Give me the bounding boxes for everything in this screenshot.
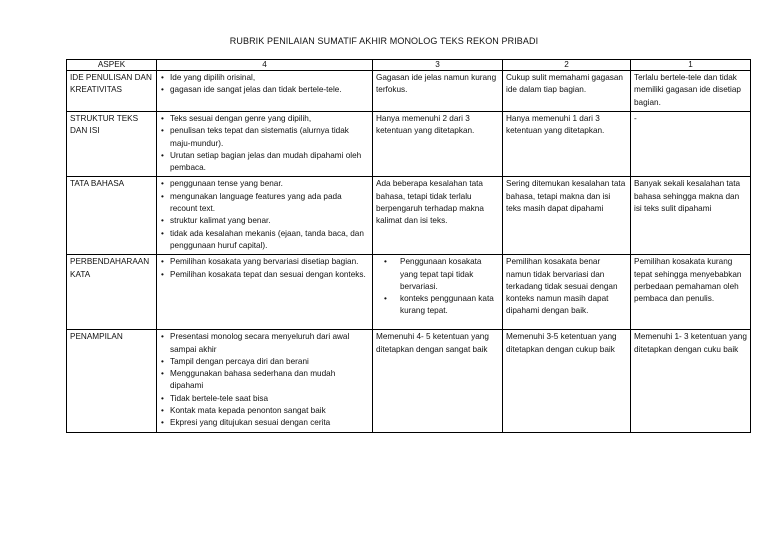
header-score-3: 3: [373, 60, 503, 71]
criteria-item: • penggunaan tense yang benar.: [160, 178, 369, 190]
criteria-item: • Tampil dengan percaya diri dan berani: [160, 356, 369, 368]
criteria-2-cell: Pemilihan kosakata benar namun tidak bervariasi dan terkadang tidak sesuai dengan konteks namun masih dapat dipahami dengan baik.: [503, 255, 631, 330]
criteria-item: • Menggunakan bahasa sederhana dan mudah dipahami: [160, 368, 369, 393]
criteria-item: • Tidak bertele-tele saat bisa: [160, 393, 369, 405]
criteria-4-cell: [157, 71, 373, 112]
criteria-item: • Presentasi monolog secara menyeluruh dari awal sampai akhir: [160, 331, 369, 356]
criteria-item: • konteks penggunaan kata kurang tepat.: [376, 293, 499, 318]
criteria-item: • Kontak mata kepada penonton sangat baik: [160, 405, 369, 417]
criteria-2-cell: Memenuhi 3-5 ketentuan yang ditetapkan dengan cukup baik: [503, 330, 631, 433]
criteria-4-cell: [157, 255, 373, 330]
header-score-2: 2: [503, 60, 631, 71]
criteria-1-cell: Banyak sekali kesalahan tata bahasa sehingga makna dan isi teks sulit dipahami: [631, 177, 751, 255]
criteria-4-cell: [157, 330, 373, 433]
header-score-4: 4: [157, 60, 373, 71]
criteria-item: • Teks sesuai dengan genre yang dipilih,: [160, 113, 369, 125]
criteria-3-cell: Gagasan ide jelas namun kurang terfokus.: [373, 71, 503, 112]
table-row: [67, 177, 751, 255]
criteria-3-cell: Hanya memenuhi 2 dari 3 ketentuan yang ditetapkan.: [373, 112, 503, 177]
table-row: [67, 71, 751, 112]
criteria-list: [160, 331, 369, 429]
aspek-cell: PERBENDAHARAAN KATA: [67, 255, 157, 330]
criteria-list: [160, 113, 369, 174]
criteria-1-cell: -: [631, 112, 751, 177]
criteria-3-cell: Memenuhi 4- 5 ketentuan yang ditetapkan dengan sangat baik: [373, 330, 503, 433]
criteria-list: [376, 256, 499, 317]
criteria-item: • gagasan ide sangat jelas dan tidak bertele-tele.: [160, 84, 369, 96]
criteria-item: • struktur kalimat yang benar.: [160, 215, 369, 227]
aspek-cell: STRUKTUR TEKS DAN ISI: [67, 112, 157, 177]
header-aspek: ASPEK: [67, 60, 157, 71]
criteria-list: [160, 256, 369, 281]
criteria-item: • Ekpresi yang ditujukan sesuai dengan cerita: [160, 417, 369, 429]
criteria-4-cell: [157, 177, 373, 255]
criteria-1-cell: Terlalu bertele-tele dan tidak memiliki gagasan ide disetiap bagian.: [631, 71, 751, 112]
criteria-2-cell: Cukup sulit memahami gagasan ide dalam tiap bagian.: [503, 71, 631, 112]
criteria-2-cell: Hanya memenuhi 1 dari 3 ketentuan yang ditetapkan.: [503, 112, 631, 177]
table-row: [67, 112, 751, 177]
rubric-table: [66, 59, 751, 433]
criteria-3-cell: Ada beberapa kesalahan tata bahasa, tetapi tidak terlalu berpengaruh terhadap makna kalimat dan isi teks.: [373, 177, 503, 255]
header-score-1: 1: [631, 60, 751, 71]
criteria-item: • Urutan setiap bagian jelas dan mudah dipahami oleh pembaca.: [160, 150, 369, 175]
criteria-1-cell: Pemilihan kosakata kurang tepat sehingga menyebabkan perbedaan pemahaman oleh pembaca dan penulis.: [631, 255, 751, 330]
criteria-item: • mengunakan language features yang ada pada recount text.: [160, 191, 369, 216]
aspek-cell: TATA BAHASA: [67, 177, 157, 255]
criteria-1-cell: Memenuhi 1- 3 ketentuan yang ditetapkan dengan cuku baik: [631, 330, 751, 433]
criteria-item: • Pemilihan kosakata tepat dan sesuai dengan konteks.: [160, 269, 369, 281]
criteria-item: • tidak ada kesalahan mekanis (ejaan, tanda baca, dan penggunaan huruf capital).: [160, 228, 369, 253]
criteria-list: [160, 178, 369, 252]
criteria-item: • Penggunaan kosakata yang tepat tapi tidak bervariasi.: [376, 256, 499, 293]
document-title: RUBRIK PENILAIAN SUMATIF AKHIR MONOLOG TEKS REKON PRIBADI: [229, 36, 539, 46]
header-row: [67, 60, 751, 71]
criteria-item: • penulisan teks tepat dan sistematis (alurnya tidak maju-mundur).: [160, 125, 369, 150]
criteria-4-cell: [157, 112, 373, 177]
criteria-2-cell: Sering ditemukan kesalahan tata bahasa, tetapi makna dan isi teks masih dapat dipahami: [503, 177, 631, 255]
criteria-item: • Pemilihan kosakata yang bervariasi disetiap bagian.: [160, 256, 369, 268]
criteria-item: • Ide yang dipilih orisinal,: [160, 72, 369, 84]
table-row: [67, 330, 751, 433]
aspek-cell: IDE PENULISAN DAN KREATIVITAS: [67, 71, 157, 112]
aspek-cell: PENAMPILAN: [67, 330, 157, 433]
table-row: [67, 255, 751, 330]
criteria-3-cell: [373, 255, 503, 330]
criteria-list: [160, 72, 369, 97]
